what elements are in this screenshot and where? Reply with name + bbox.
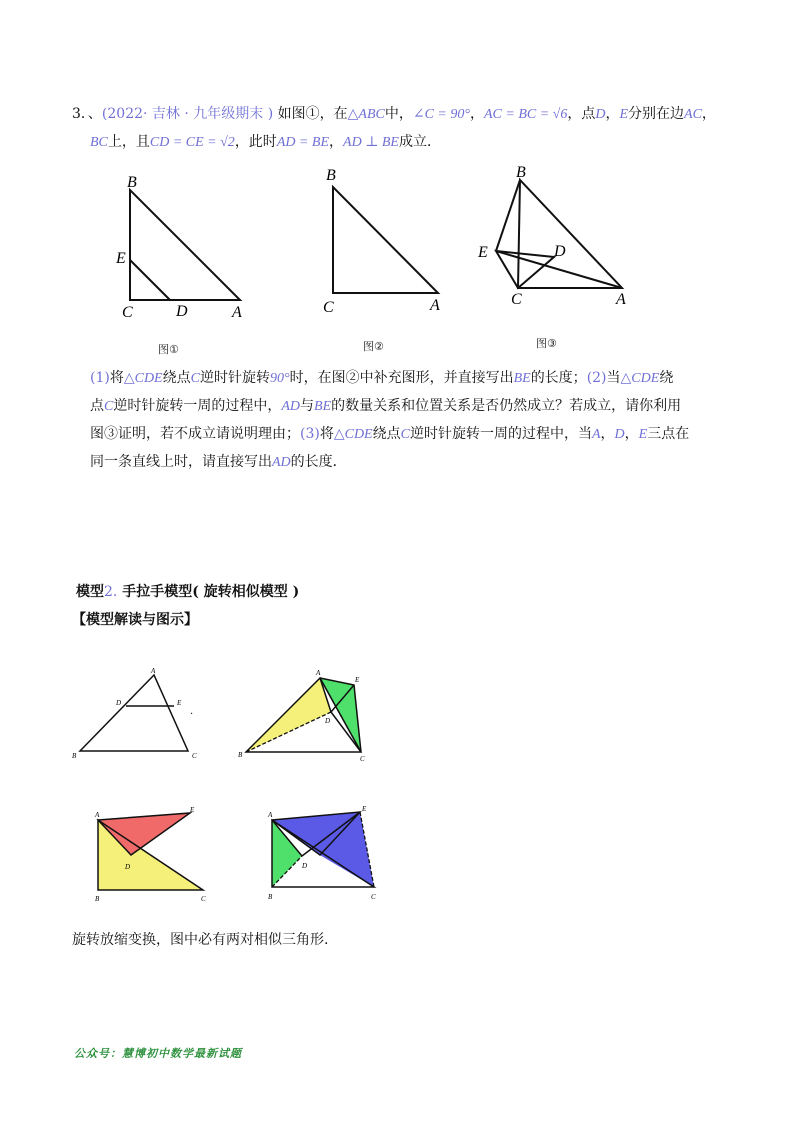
label-b: B: [516, 164, 526, 181]
part-number: (3): [300, 426, 320, 442]
math: CD = CE = √2: [149, 135, 235, 150]
text: ，此时: [234, 134, 277, 150]
text: 绕点: [162, 370, 191, 386]
label-e: E: [190, 806, 195, 814]
model-conclusion: 旋转放缩变换，图中必有两对相似三角形.: [72, 932, 329, 948]
text: 图③证明，若不成立请说明理由；: [90, 426, 300, 442]
model-figure-2: [234, 665, 374, 765]
label-d: D: [302, 862, 308, 870]
stray-dot: .: [190, 706, 194, 717]
math: 90°: [269, 371, 290, 386]
label-a: A: [232, 304, 242, 321]
model-figure-4: [262, 800, 387, 910]
model-figure-3: [88, 800, 218, 910]
text: ，: [600, 426, 615, 442]
text: 当: [606, 370, 621, 386]
math: △ABC: [347, 107, 385, 122]
segment-be: [496, 180, 520, 251]
figure-1: [110, 165, 270, 325]
part-number: (1): [90, 370, 110, 386]
text: 逆时针旋转: [199, 370, 270, 386]
label-d: D: [554, 243, 566, 260]
text: 分别在边: [628, 106, 685, 122]
triangle-cde: [496, 251, 554, 288]
triangle-abc: [80, 675, 188, 751]
text: 三点在: [647, 426, 690, 442]
caption-fig1: 图①: [158, 343, 179, 356]
label-a: A: [268, 811, 273, 819]
figure-3: [470, 158, 640, 318]
yellow-triangle: [246, 678, 331, 752]
text: 上，且: [107, 134, 150, 150]
text: 与: [300, 398, 315, 414]
math: D: [595, 107, 606, 122]
label-c: C: [122, 304, 133, 321]
caption-fig2: 图②: [363, 340, 384, 353]
model-subtitle: 【模型解读与图示】: [72, 612, 198, 628]
math: BC: [90, 135, 108, 150]
label-c: C: [323, 299, 334, 316]
label-d: D: [125, 863, 131, 871]
label-b: B: [268, 893, 273, 901]
footer-wechat: 公众号：慧博初中数学最新试题: [74, 1047, 242, 1060]
segment-de: [130, 260, 170, 300]
label-e: E: [362, 805, 367, 813]
question-line-4: [90, 452, 347, 473]
text: 将: [109, 370, 124, 386]
text: 模型: [76, 584, 104, 600]
math: △CDE: [333, 427, 373, 442]
math: AD: [281, 399, 301, 414]
text: 将: [319, 426, 334, 442]
text: 中，: [384, 106, 413, 122]
triangle-abc: [130, 190, 240, 300]
text: ，: [329, 134, 344, 150]
math: C: [104, 399, 114, 414]
math: AD ⊥ BE: [343, 135, 399, 150]
math: C: [400, 427, 410, 442]
text: 逆时针旋转一周的过程中，当: [409, 426, 592, 442]
math: D: [614, 427, 625, 442]
text: ，: [624, 426, 639, 442]
label-a: A: [151, 667, 156, 675]
text: 点: [90, 398, 104, 414]
math: AC: [684, 107, 702, 122]
label-e: E: [177, 699, 182, 707]
label-c: C: [192, 752, 197, 760]
model-title: [76, 582, 299, 602]
text: 时，在图②中补充图形，并直接写出: [289, 370, 514, 386]
label-c: C: [511, 291, 522, 308]
label-d: D: [116, 699, 122, 707]
math: AC = BC = √6: [483, 107, 568, 122]
text: 的长度．: [290, 454, 347, 470]
text: 逆时针旋转一周的过程中，: [113, 398, 282, 414]
math: E: [619, 107, 629, 122]
label-b: B: [72, 752, 77, 760]
problem-line-2: [90, 132, 441, 153]
part-number: (2): [586, 370, 607, 386]
caption-fig3: 图③: [536, 337, 557, 350]
text: ( 旋转相似模型 ): [192, 584, 300, 600]
label-b: B: [95, 895, 100, 903]
text: 2.: [104, 584, 118, 600]
text: 的长度；: [530, 370, 587, 386]
text: ，点: [567, 106, 596, 122]
math: C: [190, 371, 200, 386]
label-c: C: [201, 895, 206, 903]
figure-2: [318, 165, 458, 325]
math: △CDE: [123, 371, 163, 386]
label-d: D: [176, 303, 188, 320]
label-b: B: [238, 751, 243, 759]
label-e: E: [478, 244, 488, 261]
model-figure-1: [68, 665, 208, 765]
problem-source: (2022· 吉林 · 九年级期末 ): [101, 106, 274, 122]
math: BE: [513, 371, 531, 386]
question-line-3: [90, 424, 689, 445]
label-d: D: [325, 717, 331, 725]
text: ，: [701, 106, 716, 122]
text: 绕: [659, 370, 674, 386]
text: 成立．: [398, 134, 441, 150]
triangle-abc: [333, 187, 438, 293]
label-a: A: [95, 811, 100, 819]
text: 的数量关系和位置关系是否仍然成立？若成立，请你利用: [331, 398, 682, 414]
text: 同一条直线上时，请直接写出: [90, 454, 272, 470]
text: ，: [469, 106, 484, 122]
label-c: C: [360, 755, 365, 763]
question-line-1: [90, 368, 673, 389]
math: BE: [314, 399, 332, 414]
math: △CDE: [620, 371, 660, 386]
text: ，: [605, 106, 620, 122]
label-c: C: [371, 893, 376, 901]
label-b: B: [326, 167, 336, 184]
text: 绕点: [372, 426, 401, 442]
question-line-2: [90, 396, 681, 417]
math: E: [638, 427, 648, 442]
text: 如图①，在: [273, 106, 348, 122]
label-e: E: [116, 250, 126, 267]
math: AD: [272, 455, 291, 470]
label-a: A: [316, 669, 321, 677]
problem-line-1: [72, 104, 716, 125]
label-a: A: [616, 291, 626, 308]
math: AD = BE: [276, 135, 330, 150]
text: 手拉手模型: [117, 584, 193, 600]
math: A: [591, 427, 601, 442]
label-e: E: [355, 676, 360, 684]
label-a: A: [430, 297, 440, 314]
problem-number: 3．、: [72, 106, 102, 122]
math: ∠C = 90°: [412, 107, 470, 122]
label-b: B: [127, 174, 137, 191]
